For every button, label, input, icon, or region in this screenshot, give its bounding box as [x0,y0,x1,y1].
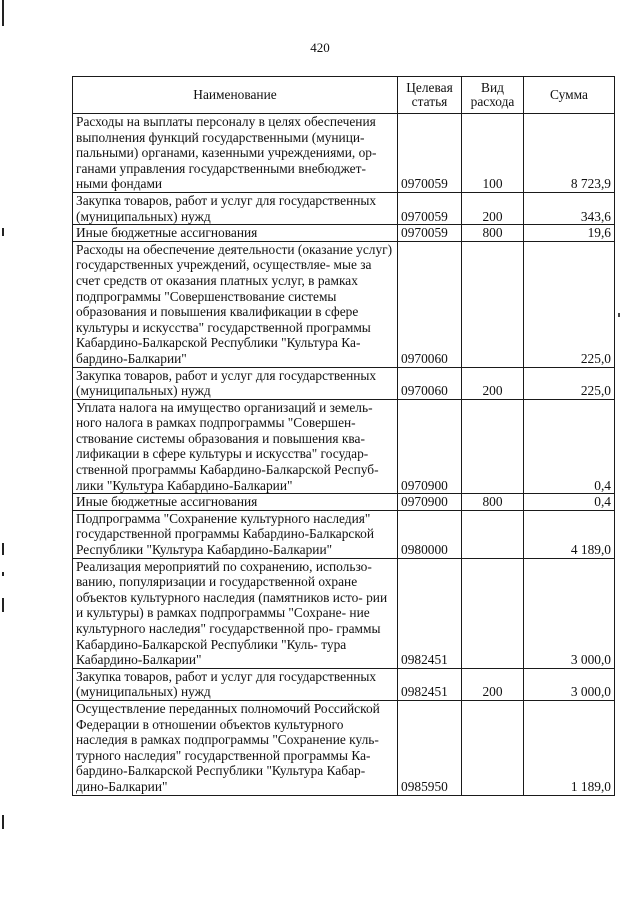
page-number: 420 [310,40,330,55]
scan-mark [2,228,4,236]
row-article: 0982451 [398,558,462,668]
scan-mark [2,598,4,612]
scan-mark [2,572,4,576]
row-article: 0970059 [398,114,462,193]
table-row [73,668,615,700]
row-article: 0985950 [398,700,462,795]
table-row [73,114,615,193]
row-article: 0970900 [398,399,462,494]
row-type [462,700,524,795]
header-name: Наименование [73,77,398,114]
row-type: 200 [462,367,524,399]
table-row [73,367,615,399]
table-row [73,494,615,511]
row-name: Закупка товаров, работ и услуг для государственных (муниципальных) нужд [73,367,398,399]
row-sum: 3 000,0 [524,668,615,700]
row-sum: 0,4 [524,399,615,494]
row-sum: 4 189,0 [524,510,615,558]
row-article: 0970060 [398,241,462,367]
row-name: Реализация мероприятий по сохранению, использо- ванию, популяризации и государственной охране объектов культурного наследия (памятников исто- рии и культуры) в рамках подпрограммы "Сохране- ние культурного наследия" государственной про- граммы Кабардино-Балкарской Республики "Куль- тура Кабардино-Балкарии" [73,558,398,668]
table-row [73,399,615,494]
row-sum: 225,0 [524,241,615,367]
row-sum: 1 189,0 [524,700,615,795]
row-article: 0970059 [398,225,462,242]
row-sum: 8 723,9 [524,114,615,193]
row-article: 0970059 [398,192,462,224]
row-sum: 343,6 [524,192,615,224]
row-type: 100 [462,114,524,193]
row-type [462,510,524,558]
row-name: Расходы на выплаты персоналу в целях обеспечения выполнения функций государственными (муници- пальными) органами, казенными учреждениями, ор- ганами управления государственными внебюджет- ными фондами [73,114,398,193]
row-name: Осуществление переданных полномочий Российской Федерации в отношении объектов культурного наследия в рамках подпрограммы "Сохранение куль- турного наследия" государственной программы Ка- бардино-Балкарской Республики "Культура Кабар- дино-Балкарии" [73,700,398,795]
row-sum: 225,0 [524,367,615,399]
header-sum: Сумма [524,77,615,114]
table-row [73,558,615,668]
row-article: 0982451 [398,668,462,700]
header-type: Вид расхода [462,77,524,114]
scan-mark [2,0,4,26]
row-sum: 0,4 [524,494,615,511]
row-name: Иные бюджетные ассигнования [73,225,398,242]
table-row [73,241,615,367]
row-sum: 3 000,0 [524,558,615,668]
row-article: 0970900 [398,494,462,511]
row-type [462,399,524,494]
row-sum: 19,6 [524,225,615,242]
row-type [462,558,524,668]
row-type: 800 [462,225,524,242]
row-article: 0980000 [398,510,462,558]
row-name: Подпрограмма "Сохранение культурного наследия" государственной программы Кабардино-Балкарской Республики "Культура Кабардино-Балкарии" [73,510,398,558]
row-type [462,241,524,367]
table-row [73,700,615,795]
row-name: Иные бюджетные ассигнования [73,494,398,511]
budget-table [72,76,615,796]
row-name: Закупка товаров, работ и услуг для государственных (муниципальных) нужд [73,668,398,700]
scan-speck [618,313,620,317]
scan-mark [2,543,4,555]
header-article: Целевая статья [398,77,462,114]
table-row [73,225,615,242]
row-name: Закупка товаров, работ и услуг для государственных (муниципальных) нужд [73,192,398,224]
row-type: 200 [462,192,524,224]
row-name: Расходы на обеспечение деятельности (оказание услуг) государственных учреждений, осуществляе- мые за счет средств от оказания платных услуг, в рамках подпрограммы "Совершенствование системы образования и повышения квалификации в сфере культуры и искусства" государственной программы Кабардино-Балкарской Республики "Культура Ка- бардино-Балкарии" [73,241,398,367]
table-row [73,510,615,558]
row-article: 0970060 [398,367,462,399]
row-type: 800 [462,494,524,511]
table-row [73,192,615,224]
scan-mark [2,815,4,829]
row-name: Уплата налога на имущество организаций и земель- ного налога в рамках подпрограммы "Совершен- ствование системы образования и повышения ква- лификации в сфере культуры и искусства" государ- ственной программы Кабардино-Балкарской Респуб- лики "Культура Кабардино-Балкарии" [73,399,398,494]
row-type: 200 [462,668,524,700]
table-header-row [73,77,615,114]
